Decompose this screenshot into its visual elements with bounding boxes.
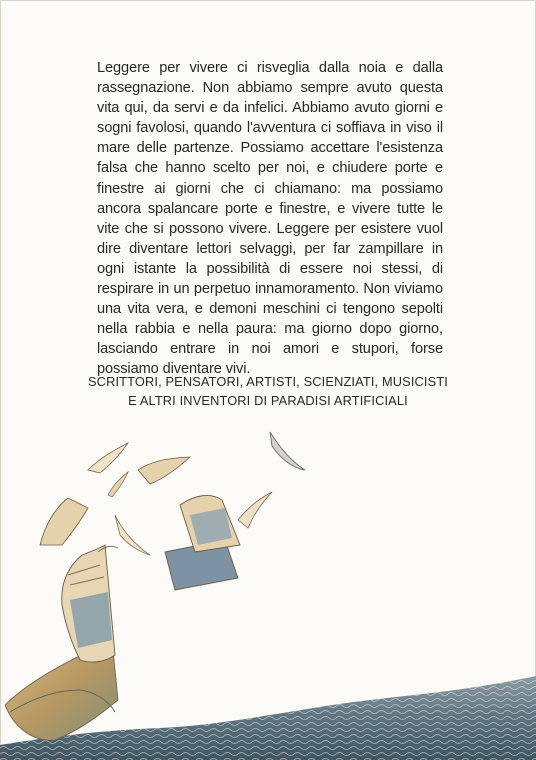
flying-pages-illustration [0, 420, 536, 760]
caption-line-1: SCRITTORI, PENSATORI, ARTISTI, SCIENZIATI, MUSICISTI [88, 374, 448, 389]
flying-pages-small [40, 432, 305, 555]
caption-line-2: E ALTRI INVENTORI DI PARADISI ARTIFICIALI [128, 393, 408, 408]
flying-page-center [165, 492, 272, 590]
body-paragraph: Leggere per vivere ci risveglia dalla noia e dalla rassegnazione. Non abbiamo sempre avuto questa vita qui, da servi e da infelici. Abbiamo avuto giorni e sogni favolosi, quando l'avventura ci soffiava in viso il mare delle partenze. Possiamo accettare l'esistenza falsa che hanno scelto per noi, e chiudere porte e finestre ai giorni che ci chiamano: ma possiamo ancora spalancare porte e finestre, e vivere tutte le vite che si possono vivere. Leggere per esistere vuol dire diventare lettori selvaggi, per far zampillare in ogni istante la possibilità di essere noi stessi, di respirare in un perpetuo innamoramento. Non viviamo una vita vera, e demoni meschini ci tengono sepolti nella rabbia e nella paura: ma giorno dopo giorno, lasciando entrare in noi amori e stupori, forse possiamo diventare vivi. [97, 60, 443, 378]
flying-page-large [62, 545, 115, 662]
caption [80, 372, 456, 410]
